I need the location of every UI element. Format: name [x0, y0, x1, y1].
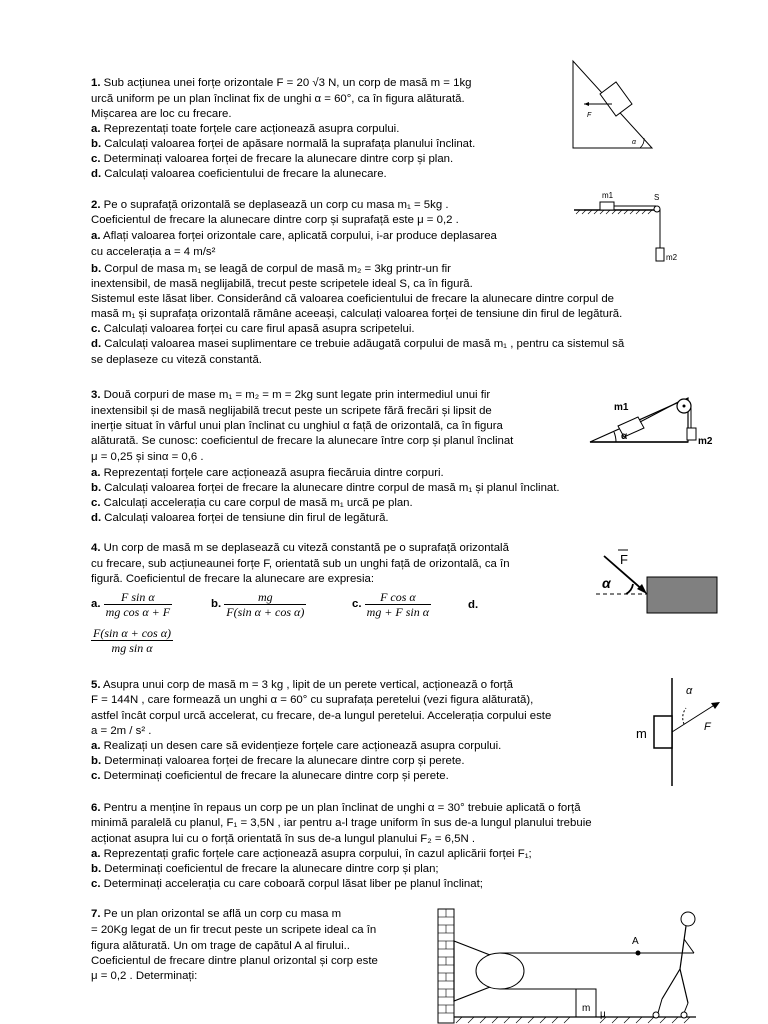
angle-label: α — [602, 575, 611, 591]
problem-7-line: figura alăturată. Un om trage de capătul A al firului.. — [91, 940, 350, 952]
question-item: masă m₁ și suprafața orizontală rămâne aceeași, calculați valoarea forței de tensiune din firul de legătură. — [91, 308, 623, 320]
force-label: F — [620, 552, 628, 567]
question-item: b. Determinați valoarea forței de frecare la alunecare dintre corp și perete. — [91, 755, 465, 767]
person-leg — [684, 1003, 688, 1013]
person-leg — [662, 969, 680, 999]
question-item: c. Determinați valoarea forței de frecare la alunecare dintre corp și plan. — [91, 153, 454, 165]
force-label: F — [704, 721, 711, 733]
problem-3-line: μ = 0,25 și sinα = 0,6 . — [91, 451, 204, 463]
block-force-figure — [590, 544, 720, 616]
answer-option-a: a. $\frac{\text{F sin α}}{\text{mg cos α + F}}$ — [91, 590, 171, 619]
question-item: a. Aflați valoarea forței orizontale care, aplicată corpului, i-ar produce deplasarea — [91, 230, 497, 242]
angle-arc — [640, 138, 644, 148]
pulley-axle — [683, 405, 686, 408]
question-item: b. Calculați valoarea forței de frecare la alunecare dintre corpul de masă m₁ și planul înclinat. — [91, 482, 560, 494]
question-item: a. Reprezentați toate forțele care acționează asupra corpului. — [91, 123, 400, 135]
pulley — [476, 953, 524, 989]
problem-3-line: inextensibil și de masă neglijabilă trecut peste un scripete fără frecări și lipsit de — [91, 405, 492, 417]
problem-5-line: astfel încât corpul urcă accelerat, cu frecare, de-a lungul peretelui. Accelerația corpului este — [91, 710, 552, 722]
question-item: c. Calculați accelerația cu care corpul de masă m₁ urcă pe plan. — [91, 497, 413, 509]
angle-label: α — [632, 139, 636, 146]
force-label: F — [587, 112, 592, 119]
person-leg — [680, 969, 688, 1003]
question-item: a. Reprezentați forțele care acționează asupra fiecăruia dintre corpuri. — [91, 467, 444, 479]
person-body — [680, 926, 686, 969]
person-leg — [658, 999, 662, 1013]
question-item: d. Calculați valoarea coeficientului de frecare la alunecare. — [91, 168, 387, 180]
problem-2-line: Coeficientul de frecare la alunecare dintre corp și suprafață este μ = 0,2 . — [91, 214, 459, 226]
question-item: inextensibil, de masă neglijabilă, trecut peste scripetele ideal S, ca în figură. — [91, 278, 473, 290]
person-arm — [684, 939, 694, 953]
problem-5-line: a = 2m / s² . — [91, 725, 152, 737]
arrowhead — [584, 102, 589, 106]
problem-4-line: figură. Coeficientul de frecare la alunecare are expresia: — [91, 573, 375, 585]
block-m1 — [600, 202, 614, 210]
question-item: c. Determinați coeficientul de frecare la alunecare dintre corp și perete. — [91, 770, 449, 782]
problem-6-line: 6. Pentru a menține în repaus un corp pe un plan înclinat de unghi α = 30° trebuie aplicată o forță — [91, 802, 581, 814]
person-foot — [681, 1012, 687, 1018]
mass-label: m — [636, 726, 647, 741]
question-item: b. Determinați coeficientul de frecare la alunecare dintre corp și plan; — [91, 863, 439, 875]
question-item: d. Calculați valoarea masei suplimentare ce trebuie adăugată corpului de masă m₁ , pentru ca sistemul să — [91, 338, 625, 350]
problem-3-line: inerție situat în vârful unui plan înclinat cu unghiul α față de orizontală, ca în figura — [91, 420, 503, 432]
question-item: c. Calculați valoarea forței cu care firul apasă asupra scripetelui. — [91, 323, 415, 335]
question-item: a. Realizați un desen care să evidențieze forțele care acționează asupra corpului. — [91, 740, 502, 752]
block — [600, 82, 632, 116]
problem-1-line: Mișcarea are loc cu frecare. — [91, 108, 232, 120]
problem-4-line: cu frecare, sub acțiuneaunei forțe F, orientată sub un unghi față de orizontală, ca în — [91, 558, 510, 570]
answer-option-b: b. $\frac{mg}{\text{F(sin α + cos α)}}$ — [211, 590, 305, 619]
problem-1-line: 1. Sub acțiunea unei forțe orizontale F = 20 √3 N, un corp de masă m = 1kg — [91, 77, 472, 89]
problem-5-line: F = 144N , care formează un unghi α = 60° cu suprafața peretelui (vezi figura alăturată), — [91, 694, 534, 706]
pulley — [654, 206, 660, 212]
person-foot — [653, 1012, 659, 1018]
arrowhead — [711, 702, 720, 709]
m2-label: m2 — [666, 253, 678, 262]
fraction-c: $\frac{\text{F cos α}}{\text{mg + F sin α}}$ — [366, 590, 430, 619]
string — [640, 400, 682, 422]
angle-arc — [683, 708, 686, 724]
fraction-d: $\frac{\text{F(sin α + cos α)}}{\text{mg sin α}}$ — [93, 626, 172, 655]
problem-4-line: 4. Un corp de masă m se deplasează cu viteză constantă pe o suprafață orizontală — [91, 542, 509, 554]
problem-6-line: minimă paralelă cu planul, F₁ = 3,5N , iar pentru a-l trage uniform în sus de-a lungul planului trebuie — [91, 817, 592, 829]
question-item: b. Calculați valoarea forței de apăsare normală la suprafața planului înclinat. — [91, 138, 476, 150]
angle-label: α — [621, 431, 628, 442]
question-item: Sistemul este lăsat liber. Considerând că valoarea coeficientului de frecare la alunecare dintre corpul de — [91, 293, 615, 305]
pulley-table-figure — [572, 186, 682, 268]
answer-option-d — [91, 626, 173, 655]
problem-7-line: Coeficientul de frecare dintre planul orizontal și corp este — [91, 955, 378, 967]
answer-option-d-letter: d. — [468, 599, 479, 611]
point-a — [636, 951, 641, 956]
block-m2 — [687, 428, 696, 440]
friction-label: μ — [600, 1009, 606, 1020]
question-item: a. Reprezentați grafic forțele care acționează asupra corpului, în cazul aplicării forței F₁; — [91, 848, 532, 860]
angle-arc — [614, 432, 616, 442]
s-label: S — [654, 193, 660, 202]
m1-label: m1 — [602, 191, 614, 200]
incline-figure-1 — [570, 58, 656, 152]
question-item: d. Calculați valoarea forței de tensiune din firul de legătură. — [91, 512, 389, 524]
problem-3-line: 3. Două corpuri de mase m₁ = m₂ = m = 2kg sunt legate prin intermediul unui fir — [91, 389, 491, 401]
point-a-label: A — [632, 936, 639, 947]
angle-arc — [626, 584, 633, 594]
m1-label: m1 — [614, 402, 629, 413]
m2-label: m2 — [698, 436, 713, 447]
problem-5-line: 5. Asupra unui corp de masă m = 3 kg , lipit de un perete vertical, acționează o forță — [91, 679, 514, 691]
problem-2-line: 2. Pe o suprafață orizontală se deplasează un corp cu masa m₁ = 5kg . — [91, 199, 449, 211]
angle-label: α — [686, 685, 693, 697]
problem-7-line: μ = 0,2 . Determinați: — [91, 970, 198, 982]
wall-block-figure — [632, 676, 722, 788]
problem-7-line: = 20Kg legat de un fir trecut peste un scripete ideal ca în — [91, 924, 377, 936]
incline-pulley-figure — [588, 388, 718, 448]
question-item: c. Determinați accelerația cu care coboară corpul lăsat liber pe planul înclinat; — [91, 878, 483, 890]
block-m2 — [656, 248, 664, 261]
problem-1-line: urcă uniform pe un plan înclinat fix de unghi α = 60°, ca în figura alăturată. — [91, 93, 465, 105]
fraction-b: $\frac{mg}{\text{F(sin α + cos α)}}$ — [226, 590, 305, 619]
question-item: cu accelerația a = 4 m/s² — [91, 246, 216, 258]
problem-7-line: 7. Pe un plan orizontal se află un corp cu masa m — [91, 908, 342, 920]
block — [654, 716, 672, 748]
problem-3-line: alăturată. Se cunosc: coeficientul de frecare la alunecare între corp și planul înclinat — [91, 435, 514, 447]
mass-label: m — [582, 1003, 591, 1014]
wall-pulley-person-figure — [436, 907, 698, 1024]
problem-6-line: acționat asupra lui cu o forță orientată în sus de-a lungul planului F₂ = 6,5N . — [91, 833, 476, 845]
answer-option-c: c. $\frac{\text{F cos α}}{\text{mg + F sin α}}$ — [352, 590, 430, 619]
question-item: b. Corpul de masa m₁ se leagă de corpul de masă m₂ = 3kg printr-un fir — [91, 263, 451, 275]
fraction-a: $\frac{\text{F sin α}}{\text{mg cos α + F}}$ — [105, 590, 171, 619]
person-head — [681, 912, 695, 926]
block — [647, 577, 717, 613]
question-item: se deplaseze cu viteză constantă. — [91, 354, 262, 366]
